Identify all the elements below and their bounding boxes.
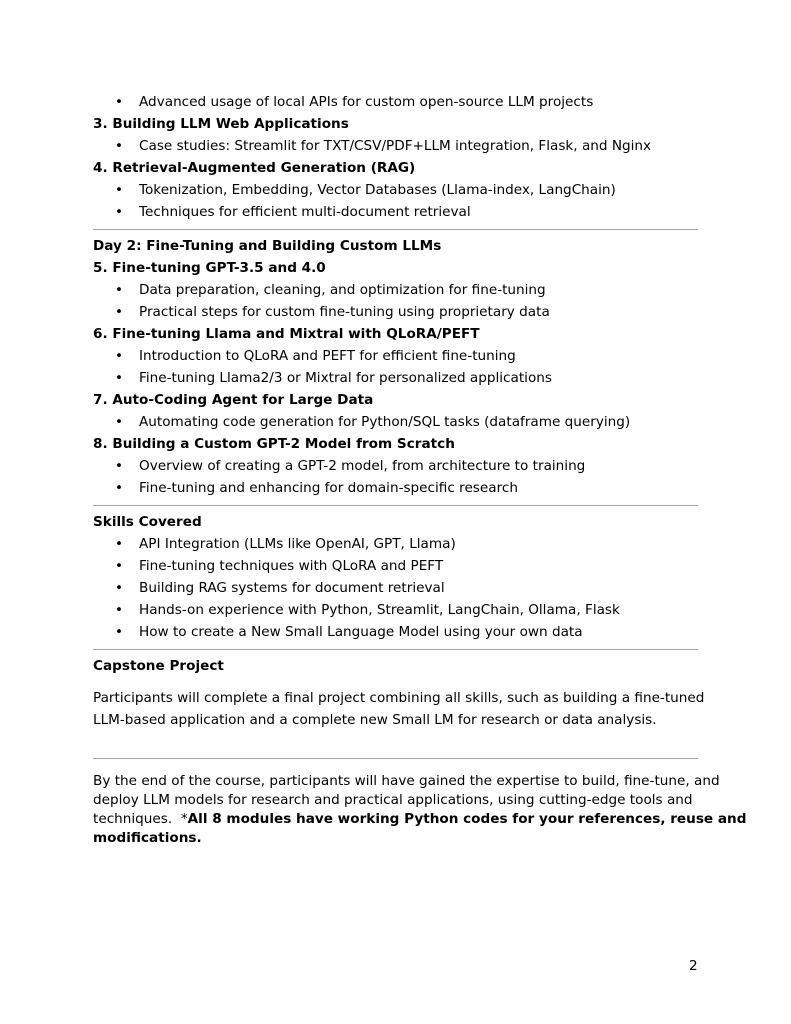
bullet-icon: • — [115, 94, 124, 110]
list-item-text: Data preparation, cleaning, and optimization for fine-tuning — [139, 282, 546, 298]
day-2-title: Day 2: Fine-Tuning and Building Custom LLMs — [93, 238, 442, 254]
capstone-title: Capstone Project — [93, 658, 224, 674]
closing-text-bold: All 8 modules have working Python codes for your references, reuse and — [187, 811, 747, 827]
bullet-icon: • — [115, 370, 124, 386]
list-item-text: Practical steps for custom fine-tuning using proprietary data — [139, 304, 550, 320]
list-item-text: Fine-tuning Llama2/3 or Mixtral for personalized applications — [139, 370, 552, 386]
closing-text-bold: modifications. — [93, 830, 202, 846]
list-item-text: Fine-tuning and enhancing for domain-specific research — [139, 480, 518, 496]
list-item-text: Introduction to QLoRA and PEFT for efficient fine-tuning — [139, 348, 516, 364]
module-6-heading: 6. Fine-tuning Llama and Mixtral with QLoRA/PEFT — [93, 326, 480, 342]
section-divider — [93, 505, 698, 506]
section-divider — [93, 758, 698, 759]
bullet-icon: • — [115, 458, 124, 474]
bullet-icon: • — [115, 348, 124, 364]
skills-title: Skills Covered — [93, 514, 202, 530]
module-3-heading: 3. Building LLM Web Applications — [93, 116, 349, 132]
bullet-icon: • — [115, 282, 124, 298]
list-item — [93, 411, 698, 433]
list-item — [93, 279, 698, 301]
closing-text-line: By the end of the course, participants will have gained the expertise to build, fine-tune, and — [93, 773, 720, 789]
capstone-description — [93, 687, 705, 731]
list-item — [93, 345, 698, 367]
list-item — [93, 577, 698, 599]
bullet-icon: • — [115, 558, 124, 574]
list-item-text: API Integration (LLMs like OpenAI, GPT, Llama) — [139, 536, 456, 552]
bullet-icon: • — [115, 304, 124, 320]
list-item-text: Hands-on experience with Python, Streamlit, LangChain, Ollama, Flask — [139, 602, 620, 618]
document-page — [93, 91, 747, 848]
list-item — [93, 301, 698, 323]
list-item-text: Tokenization, Embedding, Vector Databases (Llama-index, LangChain) — [139, 182, 616, 198]
closing-text-line — [93, 829, 698, 848]
bullet-icon: • — [115, 536, 124, 552]
bullet-icon: • — [115, 138, 124, 154]
page-number: 2 — [689, 958, 698, 974]
list-item — [93, 367, 698, 389]
list-item-text: Techniques for efficient multi-document retrieval — [139, 204, 471, 220]
capstone-text-line: LLM-based application and a complete new Small LM for research or data analysis. — [93, 712, 657, 728]
bullet-icon: • — [115, 182, 124, 198]
list-item — [93, 533, 698, 555]
module-8-heading: 8. Building a Custom GPT-2 Model from Scratch — [93, 436, 455, 452]
list-item — [93, 91, 698, 113]
closing-text-plain: techniques. * — [93, 811, 188, 827]
module-5-heading: 5. Fine-tuning GPT-3.5 and 4.0 — [93, 260, 326, 276]
bullet-icon: • — [115, 602, 124, 618]
list-item — [93, 455, 698, 477]
list-item — [93, 599, 698, 621]
bullet-icon: • — [115, 480, 124, 496]
list-item — [93, 201, 698, 223]
bullet-icon: • — [115, 204, 124, 220]
closing-text-line: deploy LLM models for research and practical applications, using cutting-edge tools and — [93, 792, 693, 808]
bullet-icon: • — [115, 624, 124, 640]
list-item-text: Automating code generation for Python/SQL tasks (dataframe querying) — [139, 414, 631, 430]
bullet-icon: • — [115, 580, 124, 596]
list-item — [93, 477, 698, 499]
list-item-text: Case studies: Streamlit for TXT/CSV/PDF+LLM integration, Flask, and Nginx — [139, 138, 652, 154]
bullet-icon: • — [115, 414, 124, 430]
list-item-text: Advanced usage of local APIs for custom open-source LLM projects — [139, 94, 594, 110]
list-item — [93, 555, 698, 577]
closing-text-line — [93, 810, 747, 829]
list-item-text: Fine-tuning techniques with QLoRA and PEFT — [139, 558, 444, 574]
list-item — [93, 179, 698, 201]
module-7-heading: 7. Auto-Coding Agent for Large Data — [93, 392, 374, 408]
list-item-text: Building RAG systems for document retrieval — [139, 580, 445, 596]
module-4-heading: 4. Retrieval-Augmented Generation (RAG) — [93, 160, 416, 176]
list-item — [93, 621, 698, 643]
capstone-text-line: Participants will complete a final project combining all skills, such as building a fine-tuned — [93, 690, 705, 706]
list-item-text: Overview of creating a GPT-2 model, from architecture to training — [139, 458, 586, 474]
closing-paragraph — [93, 772, 747, 848]
list-item-text: How to create a New Small Language Model using your own data — [139, 624, 583, 640]
list-item — [93, 135, 698, 157]
section-divider — [93, 649, 698, 650]
section-divider — [93, 229, 698, 230]
